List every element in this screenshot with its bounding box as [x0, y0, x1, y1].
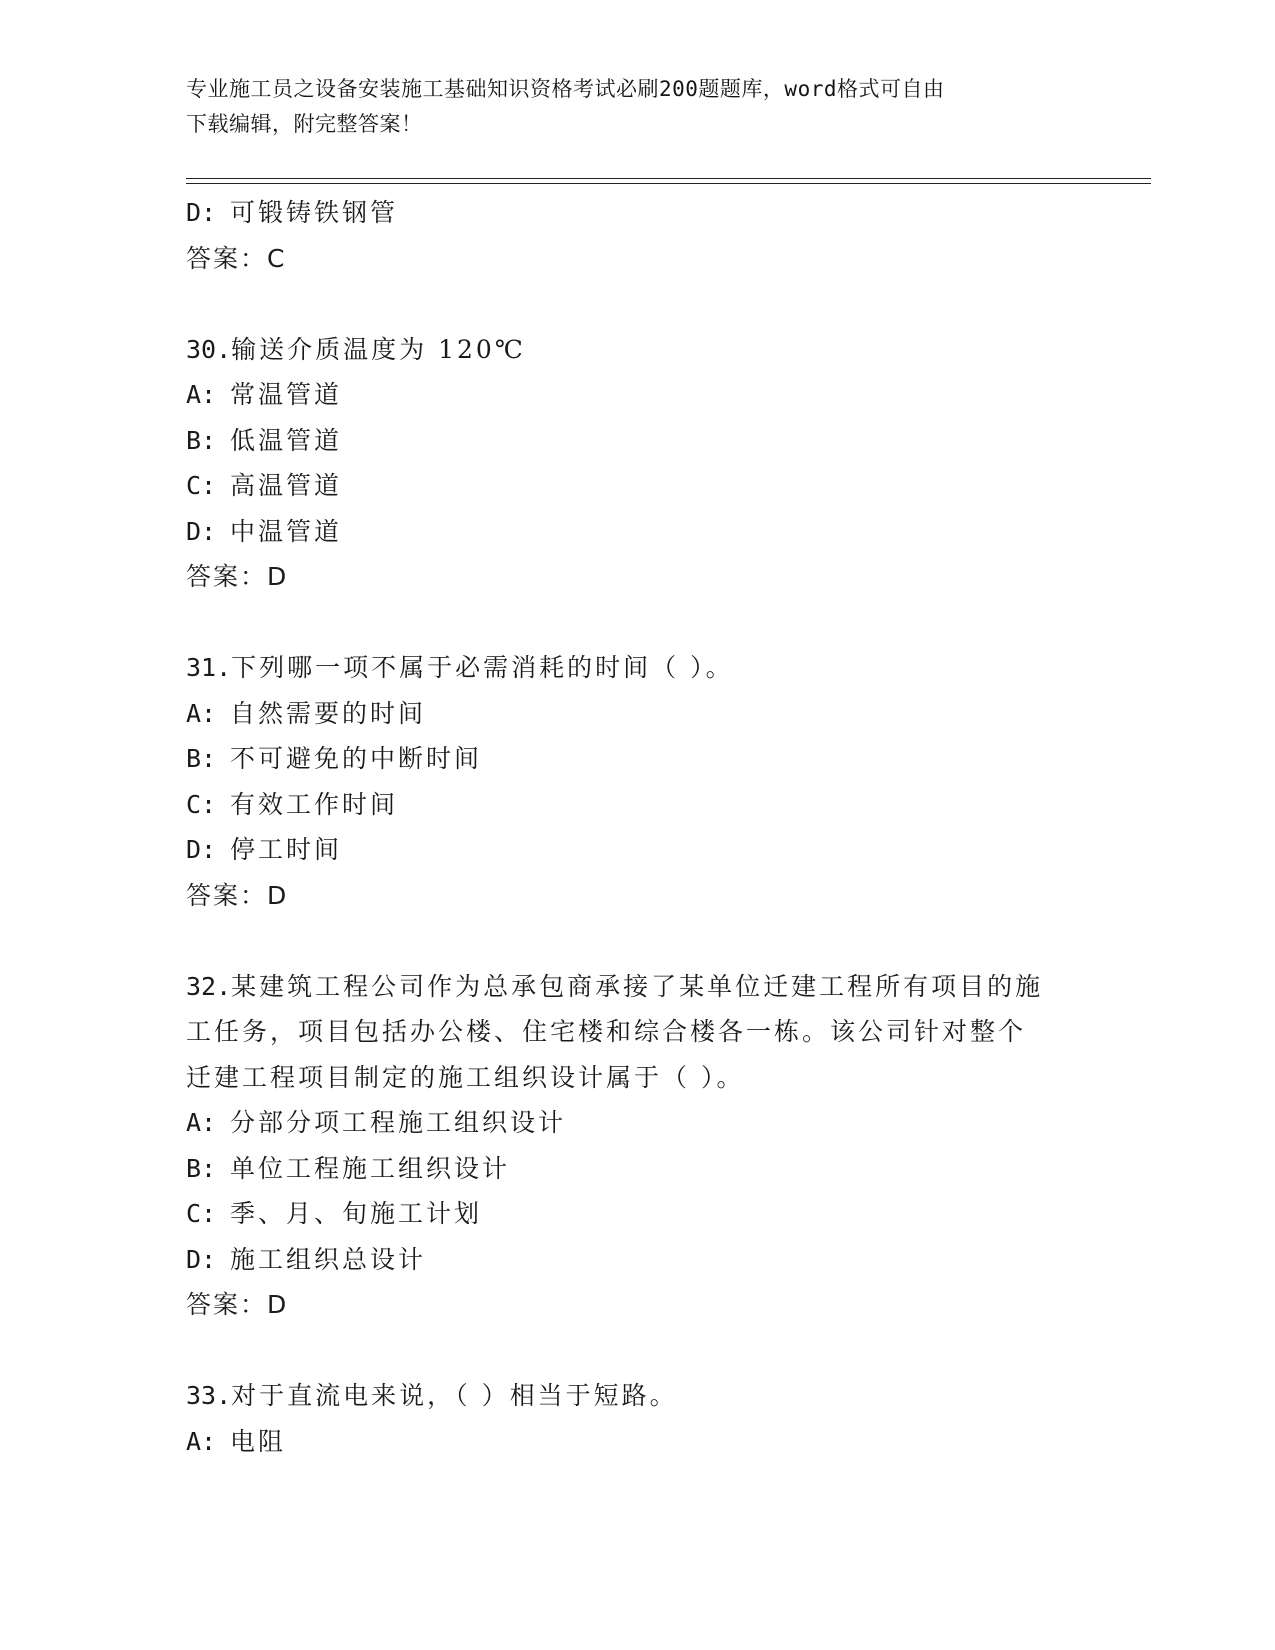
- header-rule-top: [186, 178, 1151, 179]
- header-rule-bottom: [186, 183, 1151, 184]
- option-row: [186, 736, 1086, 782]
- option-letter: A:: [186, 1108, 217, 1137]
- option-letter: B:: [186, 425, 217, 455]
- option-letter: B:: [186, 744, 217, 773]
- option-text: 中温管道: [230, 516, 343, 546]
- option-row: [186, 1419, 1086, 1465]
- question-stem-continued: 工任务，项目包括办公楼、住宅楼和综合楼各一栋。该公司针对整个: [186, 1017, 1027, 1046]
- question-text: 下列哪一项不属于必需消耗的时间（ ）。: [231, 653, 734, 682]
- option-row: [186, 827, 1086, 873]
- option-letter: D:: [186, 198, 217, 227]
- option-letter: B:: [186, 1153, 217, 1183]
- option-letter: A:: [186, 1426, 217, 1456]
- option-text: 停工时间: [230, 835, 343, 864]
- question-block: [186, 645, 1086, 918]
- option-row: [186, 190, 1086, 236]
- option-row: [186, 509, 1086, 555]
- document-header: [186, 72, 1066, 142]
- question-text: 某建筑工程公司作为总承包商承接了某单位迁建工程所有项目的施: [231, 971, 1044, 1001]
- option-row: [186, 1146, 1086, 1192]
- option-text: 可锻铸铁钢管: [230, 198, 399, 227]
- option-text: 季、月、旬施工计划: [230, 1199, 483, 1228]
- option-row: [186, 463, 1086, 509]
- option-text: 分部分项工程施工组织设计: [230, 1108, 567, 1137]
- question-list: [186, 190, 1086, 1464]
- answer-line: 答案：D: [186, 1290, 289, 1319]
- option-row: [186, 691, 1086, 737]
- question-number: 32.: [186, 971, 232, 1001]
- option-text: 常温管道: [230, 380, 343, 409]
- option-letter: A:: [186, 698, 217, 728]
- option-letter: D:: [186, 516, 217, 546]
- answer-line: 答案：D: [186, 880, 289, 910]
- spacer: [186, 281, 1086, 327]
- option-row: [186, 418, 1086, 464]
- option-text: 不可避免的中断时间: [230, 744, 483, 773]
- question-text: 输送介质温度为 120℃: [231, 334, 526, 364]
- option-row: [186, 1191, 1086, 1237]
- option-text: 高温管道: [230, 471, 343, 500]
- option-text: 有效工作时间: [230, 789, 399, 819]
- option-letter: D:: [186, 835, 217, 864]
- option-letter: C:: [186, 1199, 217, 1228]
- option-text: 单位工程施工组织设计: [230, 1153, 511, 1183]
- spacer: [186, 918, 1086, 964]
- question-stem: [186, 1373, 1086, 1419]
- question-stem: [186, 645, 1086, 691]
- question-block: [186, 964, 1086, 1328]
- option-row: [186, 1100, 1086, 1146]
- answer-line: 答案：D: [186, 562, 289, 591]
- question-number: 30.: [186, 334, 232, 364]
- option-row: [186, 1237, 1086, 1283]
- question-text: 对于直流电来说，（ ）相当于短路。: [231, 1381, 678, 1410]
- answer-line: 答案：C: [186, 243, 287, 273]
- header-line-2: 下载编辑，附完整答案！: [186, 112, 423, 136]
- question-number: 33.: [186, 1381, 232, 1410]
- option-letter: C:: [186, 789, 217, 819]
- option-text: 施工组织总设计: [230, 1244, 427, 1274]
- question-stem: [186, 964, 1086, 1010]
- option-row: [186, 372, 1086, 418]
- option-letter: C:: [186, 471, 217, 500]
- question-stem: [186, 327, 1086, 373]
- question-number: 31.: [186, 653, 232, 682]
- question-block: [186, 1373, 1086, 1464]
- question-block: [186, 327, 1086, 600]
- spacer: [186, 600, 1086, 646]
- option-letter: D:: [186, 1244, 217, 1274]
- question-stem-continued: 迁建工程项目制定的施工组织设计属于（ ）。: [186, 1062, 745, 1092]
- option-text: 低温管道: [230, 425, 343, 455]
- spacer: [186, 1328, 1086, 1374]
- header-line-1: 专业施工员之设备安装施工基础知识资格考试必刷200题题库，word格式可自由: [186, 77, 945, 101]
- option-text: 自然需要的时间: [230, 698, 427, 728]
- option-row: [186, 782, 1086, 828]
- option-text: 电阻: [230, 1426, 287, 1456]
- option-letter: A:: [186, 380, 217, 409]
